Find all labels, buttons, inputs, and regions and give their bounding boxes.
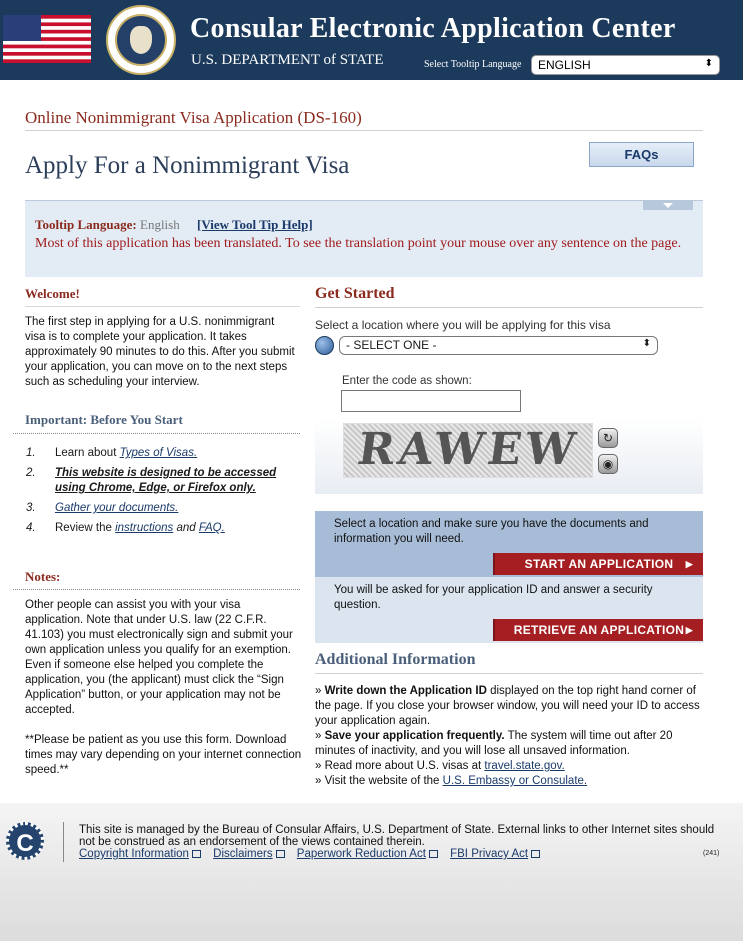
footer-disclaimer: This site is managed by the Bureau of Consular Affairs, U.S. Department of State. External links to other Internet sites should not be construed as an endorsement of the views contained therein. bbox=[79, 824, 715, 848]
tooltip-language-line bbox=[35, 217, 313, 233]
list-item: 4. Review the instructions and FAQ. bbox=[26, 522, 225, 534]
list-item: » Read more about U.S. visas at travel.state.gov. bbox=[315, 760, 565, 772]
captcha-text: RAWEW bbox=[354, 424, 583, 475]
divider bbox=[25, 130, 703, 131]
get-started-heading: Get Started bbox=[315, 285, 395, 302]
captcha-image bbox=[343, 423, 593, 478]
tooltip-key: Tooltip Language: bbox=[35, 217, 137, 232]
captcha-code-label: Enter the code as shown: bbox=[342, 375, 472, 387]
captcha-code-input[interactable] bbox=[341, 390, 521, 412]
notes-heading: Notes: bbox=[25, 569, 61, 584]
start-application-panel bbox=[315, 511, 703, 577]
translation-message: Most of this application has been translated. To see the translation point your mouse over any sentence on the page. bbox=[35, 236, 682, 251]
list-item: » Save your application frequently. The system will time out after 20 minutes of inactivity, and you will lose all unsaved information. bbox=[315, 730, 673, 757]
list-item: 1. Learn about Types of Visas. bbox=[26, 447, 198, 459]
globe-icon bbox=[315, 336, 334, 355]
consular-affairs-logo-icon: C bbox=[6, 822, 44, 860]
faqs-button[interactable]: FAQs bbox=[589, 142, 694, 167]
chevron-updown-icon: ⬍ bbox=[642, 338, 651, 349]
faq-link[interactable]: FAQ. bbox=[198, 522, 225, 534]
start-application-button[interactable]: START AN APPLICATION ▶ bbox=[493, 553, 703, 575]
list-item: 3. Gather your documents. bbox=[26, 502, 179, 514]
list-item: » Write down the Application ID displayed on the top right hand corner of the page. If you close your browser window, you will need your ID to access your application again. bbox=[315, 685, 700, 727]
notes-text: Other people can assist you with your visa application. Note that under U.S. law (22 C.F.R. 41.103) you must electronically sign and submit your own application unless you qualify for an exemption. Even if someone else helped you complete the application, you (the applicant) must click the “Sign Application” button, or your application may not be accepted. bbox=[25, 599, 293, 716]
divider bbox=[13, 589, 300, 590]
retrieve-application-text: You will be asked for your application ID and answer a security question. bbox=[334, 584, 653, 611]
chevron-updown-icon: ⬍ bbox=[704, 58, 713, 69]
location-label: Select a location where you will be applying for this visa bbox=[315, 318, 611, 332]
arrow-right-icon: ▶ bbox=[685, 559, 693, 569]
location-select[interactable] bbox=[339, 336, 658, 355]
tooltip-language-value: ENGLISH bbox=[538, 58, 591, 72]
tooltip-value: English bbox=[140, 217, 180, 232]
instructions-link[interactable]: instructions bbox=[115, 522, 174, 534]
divider bbox=[315, 307, 703, 308]
divider bbox=[25, 306, 300, 307]
tooltip-language-select[interactable] bbox=[531, 55, 720, 75]
fbi-privacy-act-link[interactable]: FBI Privacy Act bbox=[450, 848, 540, 860]
copyright-information-link[interactable]: Copyright Information bbox=[79, 848, 201, 860]
disclaimers-link[interactable]: Disclaimers bbox=[213, 848, 284, 860]
before-you-start-list bbox=[25, 446, 300, 541]
refresh-icon[interactable]: ↻ bbox=[598, 428, 618, 448]
patience-note: **Please be patient as you use this form. Download times may vary depending on your internet connection speed.** bbox=[25, 734, 302, 776]
arrow-right-icon: ▶ bbox=[685, 625, 693, 635]
welcome-heading: Welcome! bbox=[25, 286, 80, 301]
paperwork-reduction-act-link[interactable]: Paperwork Reduction Act bbox=[297, 848, 438, 860]
important-heading: Important: Before You Start bbox=[25, 412, 183, 427]
embassy-consulate-link[interactable]: U.S. Embassy or Consulate. bbox=[442, 775, 588, 787]
view-tooltip-help-link[interactable]: [View Tool Tip Help] bbox=[196, 217, 313, 232]
us-flag-icon bbox=[3, 15, 91, 63]
external-link-icon bbox=[276, 850, 285, 858]
travel-state-gov-link[interactable]: travel.state.gov. bbox=[484, 760, 565, 772]
additional-information-list bbox=[315, 684, 703, 789]
divider bbox=[63, 822, 64, 862]
external-link-icon bbox=[429, 850, 438, 858]
divider bbox=[315, 673, 703, 674]
audio-icon[interactable]: ◉ bbox=[598, 454, 618, 474]
list-item: » Visit the website of the U.S. Embassy or Consulate. bbox=[315, 775, 588, 787]
types-of-visas-link[interactable]: Types of Visas. bbox=[119, 447, 198, 459]
browser-requirement-text: This website is designed to be accessed using Chrome, Edge, or Firefox only. bbox=[55, 467, 277, 494]
department-name: U.S. DEPARTMENT of STATE bbox=[191, 52, 384, 68]
welcome-text: The first step in applying for a U.S. nonimmigrant visa is to complete your application. It takes approximately 90 minutes to do this. After you submit your application, you can move on to the next steps such as scheduling your interview. bbox=[25, 316, 295, 388]
tooltip-language-label: Select Tooltip Language bbox=[424, 59, 522, 70]
page-title: Apply For a Nonimmigrant Visa bbox=[25, 152, 350, 179]
start-application-text: Select a location and make sure you have the documents and information you will need. bbox=[334, 518, 649, 545]
external-link-icon bbox=[192, 850, 201, 858]
page-code: (241) bbox=[703, 850, 720, 857]
retrieve-application-panel bbox=[315, 577, 703, 643]
collapse-banner-icon[interactable] bbox=[643, 200, 693, 210]
additional-information-heading: Additional Information bbox=[315, 651, 476, 668]
retrieve-application-button[interactable]: RETRIEVE AN APPLICATION ▶ bbox=[493, 619, 703, 641]
site-title: Consular Electronic Application Center bbox=[190, 13, 676, 44]
location-value: - SELECT ONE - bbox=[346, 338, 437, 352]
state-department-seal-icon bbox=[106, 5, 176, 75]
site-header bbox=[0, 0, 743, 80]
list-item: 2. This website is designed to be accessed using Chrome, Edge, or Firefox only. bbox=[26, 467, 277, 494]
gather-documents-link[interactable]: Gather your documents. bbox=[55, 502, 179, 514]
divider bbox=[13, 433, 300, 434]
form-name: Online Nonimmigrant Visa Application (DS-160) bbox=[25, 108, 362, 127]
footer-links bbox=[79, 848, 549, 860]
external-link-icon bbox=[531, 850, 540, 858]
